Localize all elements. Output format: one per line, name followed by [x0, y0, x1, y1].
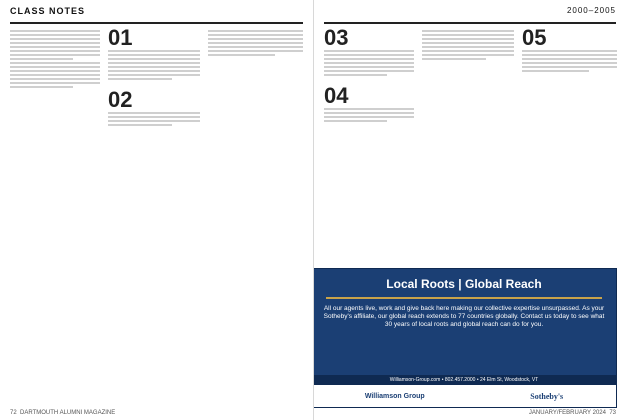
text-column-2 [108, 28, 200, 404]
text-column-3 [522, 28, 617, 260]
text-column-1 [10, 28, 100, 404]
page-number: 73 [609, 410, 616, 416]
entry-number: 04 [324, 83, 349, 108]
ad-divider [326, 297, 602, 299]
entry-number: 01 [108, 28, 133, 50]
entry-number: 05 [522, 28, 547, 50]
entry-number: 02 [108, 87, 133, 112]
right-page [313, 0, 626, 420]
footer-text: DARTMOUTH ALUMNI MAGAZINE [20, 410, 116, 416]
text-column-2 [422, 28, 514, 260]
advertisement[interactable] [313, 268, 617, 408]
ad-brands [313, 385, 616, 407]
brand-logo-sothebys: Sotheby's [530, 391, 564, 401]
page-footer [10, 410, 115, 416]
page-footer [529, 410, 616, 416]
text-column-3 [208, 28, 303, 404]
entry-number: 03 [324, 28, 349, 50]
page-number: 72 [10, 410, 17, 416]
header-rule [324, 22, 616, 24]
ad-contact-strip: Williamson-Group.com • 802.457.2000 • 24 Elm St, Woodstock, VT [313, 375, 616, 385]
ad-body: All our agents live, work and give back here making our collective expertise unsurpassed. As your Sotheby's affiliate, our global reach extends to 77 countries globally. Contact us today to see what 30 years of local roots and global reach can do for you. [323, 305, 605, 328]
class-years-header: 2000–2005 [566, 6, 616, 15]
ad-title: Local Roots | Global Reach [386, 277, 542, 291]
section-header: CLASS NOTES [10, 6, 86, 16]
header-rule [10, 22, 303, 24]
footer-text: JANUARY/FEBRUARY 2024 [528, 410, 606, 416]
brand-logo-williamson: Williamson Group [364, 392, 425, 400]
